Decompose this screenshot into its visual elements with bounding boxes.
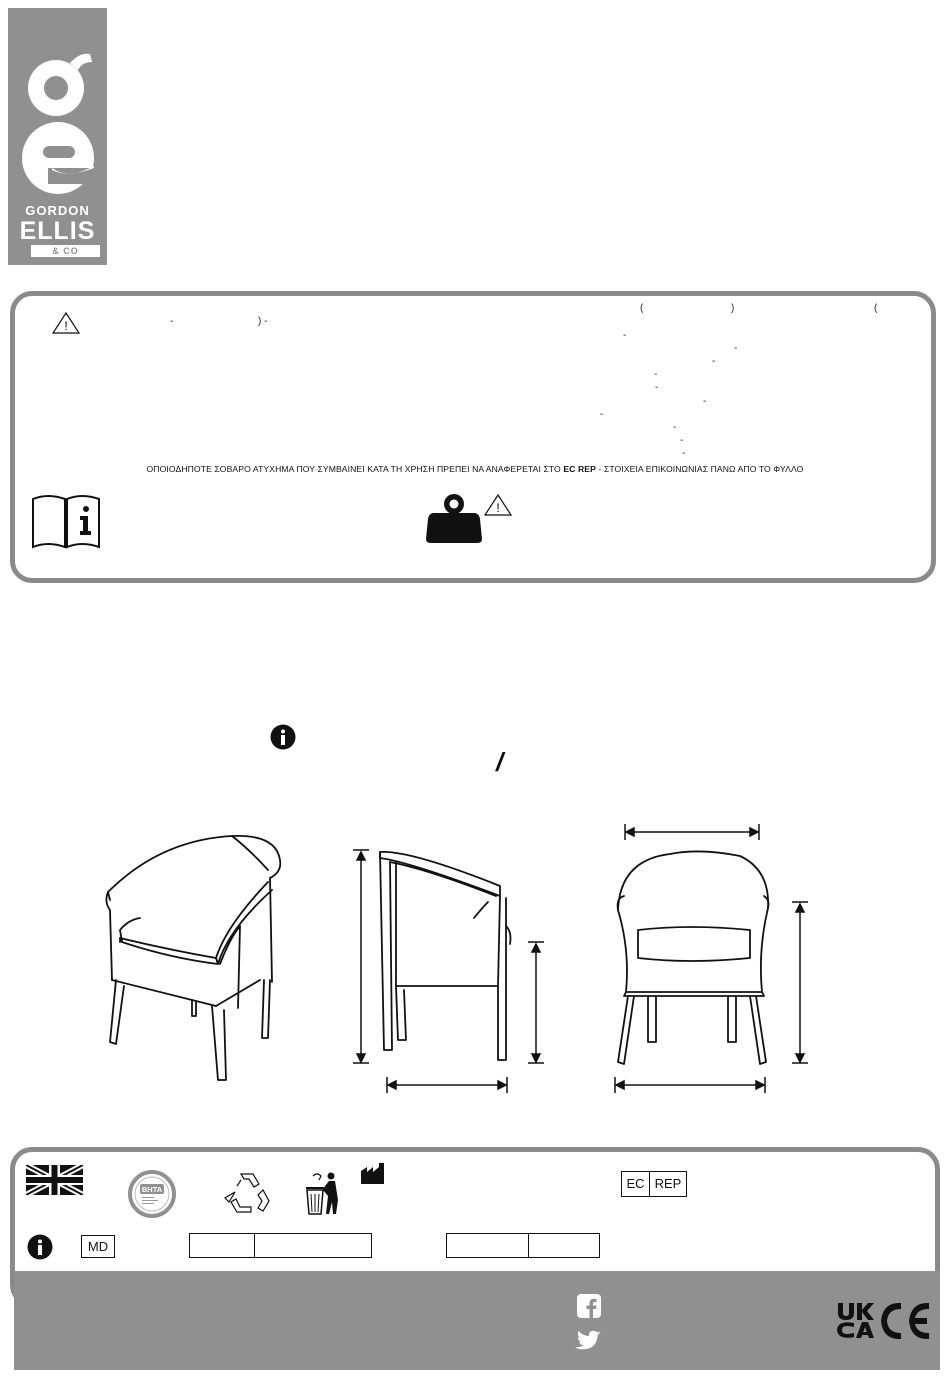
- weight-icon: [424, 491, 484, 545]
- logo-text-gordon: GORDON: [25, 203, 90, 218]
- warning-dash: -: [623, 330, 627, 341]
- warning-paren-open-2: (: [874, 303, 878, 314]
- ukca-mark: [836, 1302, 876, 1339]
- logo-text-co: & CO: [31, 245, 100, 257]
- manufacturer-icon: [360, 1163, 385, 1185]
- logo-text-ellis: ELLIS: [19, 217, 96, 245]
- brand-logo: [8, 8, 107, 265]
- field-box: [446, 1233, 529, 1258]
- ec-rep-label: [621, 1171, 687, 1197]
- recycle-icon: [223, 1170, 271, 1216]
- bin-icon: [303, 1170, 341, 1216]
- field-box: [254, 1233, 372, 1258]
- twitter-icon[interactable]: [574, 1330, 602, 1352]
- warning-dash: -: [680, 435, 684, 446]
- warning-dash: -: [703, 396, 707, 407]
- warning-triangle-icon: [51, 311, 81, 335]
- field-box: [189, 1233, 255, 1258]
- facebook-icon[interactable]: [577, 1294, 601, 1318]
- warning-dash: -: [673, 422, 677, 433]
- manual-info-icon: [30, 493, 102, 549]
- rep-label: REP: [654, 1176, 682, 1191]
- warning-dash: -: [682, 448, 686, 459]
- warning-paren-dash: ) -: [258, 316, 268, 327]
- md-label: MD: [81, 1235, 115, 1258]
- warning-dash: -: [600, 409, 604, 420]
- ce-mark: [879, 1302, 931, 1340]
- warning-dash: -: [654, 369, 658, 380]
- ge-logo-mark: [8, 8, 107, 208]
- chair-perspective-drawing: [100, 830, 290, 1090]
- notice-ec-rep: EC REP: [563, 464, 596, 474]
- svg-text:!: !: [496, 501, 500, 515]
- weight-warning-triangle-icon: [483, 493, 513, 517]
- warning-paren-close: ): [731, 303, 735, 314]
- warning-dash: -: [655, 382, 659, 393]
- serious-incident-notice: [0, 464, 950, 474]
- ec-label: EC: [622, 1172, 650, 1196]
- footer-bar: [14, 1271, 940, 1370]
- info-icon: [27, 1234, 53, 1260]
- warning-dash: -: [734, 343, 738, 354]
- info-icon: [270, 724, 296, 750]
- svg-text:!: !: [64, 319, 68, 333]
- warning-paren-open: (: [640, 303, 644, 314]
- warning-dash: -: [170, 316, 174, 327]
- svg-text:BHTA: BHTA: [141, 1185, 163, 1194]
- notice-prefix: ΟΠΟΙΟΔΗΠΟΤΕ ΣΟΒΑΡΟ ΑΤΥΧΗΜΑ ΠΟΥ ΣΥΜΒΑΙΝΕΙ ΚΑΤΑ ΤΗ ΧΡΗΣΗ ΠΡΕΠΕΙ ΝΑ ΑΝΑΦΕΡΕΤΑΙ ΣΤΟ: [146, 464, 561, 474]
- field-box: [528, 1233, 600, 1258]
- bhta-badge: [128, 1170, 176, 1218]
- warning-dash: -: [712, 356, 716, 367]
- notice-suffix: - ΣΤΟΙΧΕΙΑ ΕΠΙΚΟΙΝΩΝΙΑΣ ΠΑΝΩ ΑΠΟ ΤΟ ΦΥΛΛΟ: [598, 464, 804, 474]
- chair-front-drawing: [600, 820, 820, 1100]
- slash-separator: /: [496, 747, 504, 777]
- chair-side-drawing: [350, 840, 550, 1100]
- uk-flag-icon: [26, 1165, 83, 1195]
